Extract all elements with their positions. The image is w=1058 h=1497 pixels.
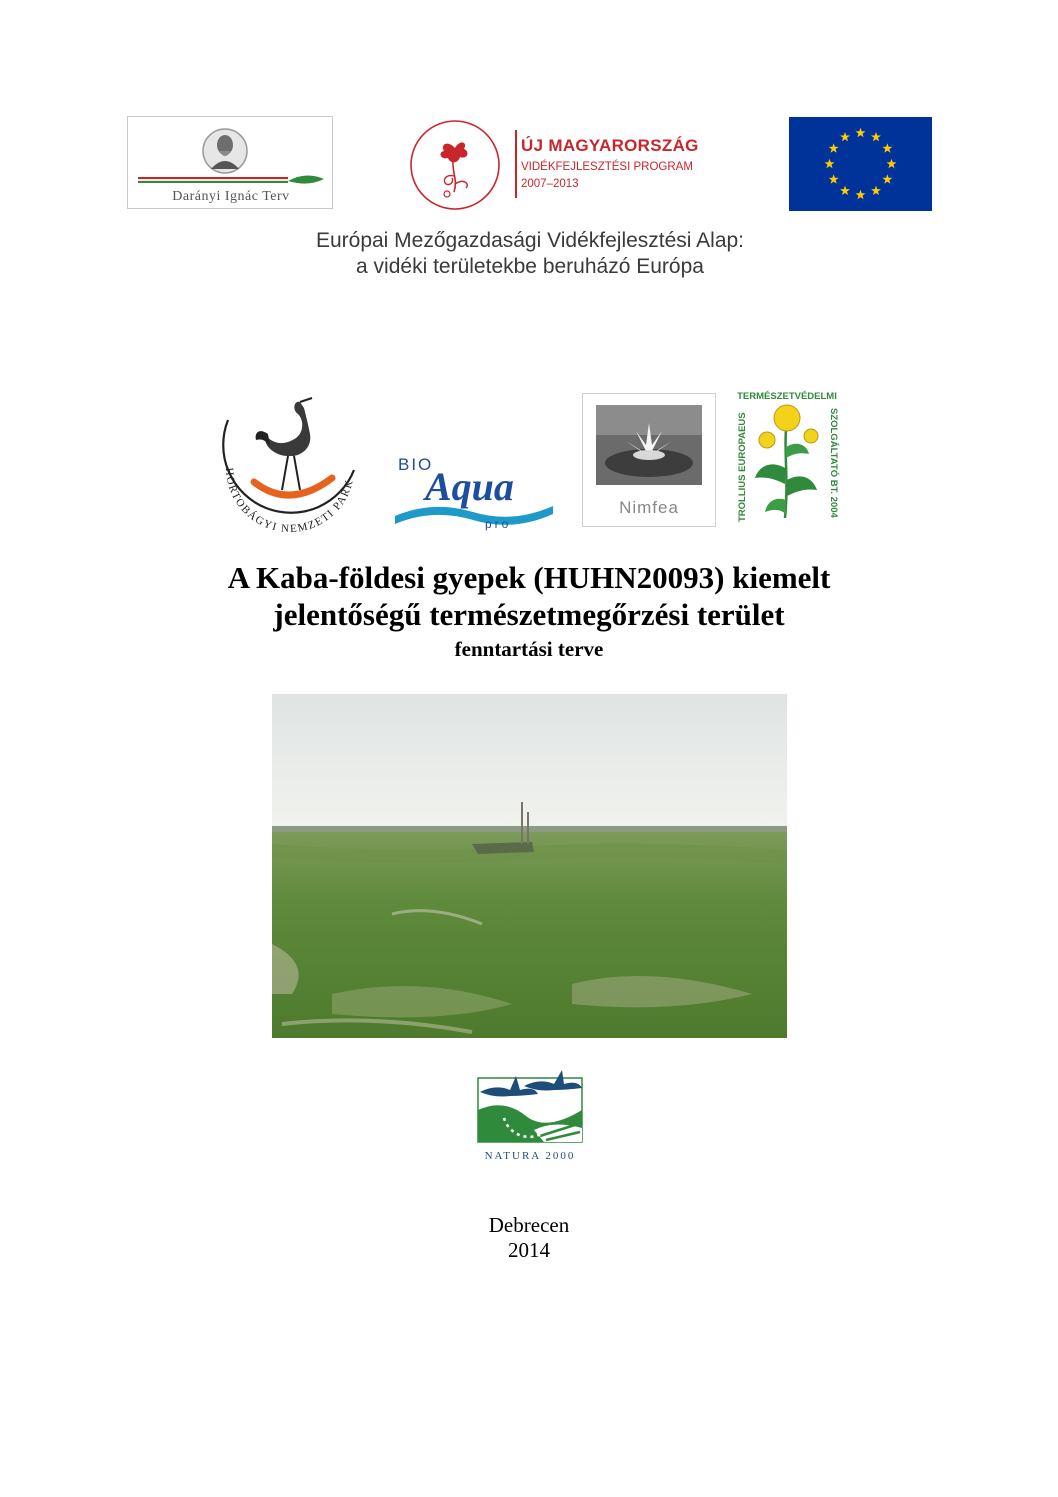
bioaqua-bio-text: BIO [398, 455, 434, 474]
trollius-right-text: SZOLGÁLTATÓ BT. 2004 [828, 408, 839, 518]
water-lily-image [596, 405, 702, 485]
logo-divider [515, 130, 517, 198]
daranyi-ignac-terv-logo [127, 116, 333, 209]
trollius-top-text: TERMÉSZETVÉDELMI [737, 391, 837, 402]
daranyi-logo-text: Darányi Ignác Terv [172, 189, 290, 204]
nimfea-logo-text: Nimfea [619, 498, 679, 517]
eu-flag-icon [789, 117, 932, 211]
natura-2000-logo [474, 1066, 586, 1164]
trollius-left-text: TROLLIUS EUROPAEUS [737, 412, 748, 522]
title-line-2: jelentőségű természetmegőrzési terület [273, 597, 785, 632]
publication-info [429, 1213, 629, 1263]
publication-year: 2014 [508, 1238, 550, 1262]
bioaqua-pro-logo [393, 448, 555, 532]
publication-place: Debrecen [488, 1213, 570, 1237]
bioaqua-pro-text: pro [485, 517, 512, 531]
flower-emblem-icon [408, 118, 502, 212]
hnp-logo-text: HORTOBÁGYI NEMZETI PARK [222, 467, 356, 535]
title-line-1: A Kaba-földesi gyepek (HUHN20093) kiemelt [227, 560, 831, 595]
uj-magyarorszag-logo [408, 118, 718, 210]
document-subtitle: fenntartási terve [454, 637, 604, 661]
funding-line-1: Európai Mezőgazdasági Vidékfejlesztési Alap: [315, 229, 745, 252]
document-title [130, 559, 928, 664]
uj-magyarorszag-title: ÚJ MAGYARORSZÁG [521, 136, 699, 155]
program-name: VIDÉKFEJLESZTÉSI PROGRAM [521, 161, 693, 173]
svg-text:HORTOBÁGYI NEMZETI PARK [223, 467, 356, 535]
nimfea-logo [582, 393, 716, 527]
natura-logo-text: NATURA 2000 [484, 1150, 576, 1162]
funding-statement [200, 228, 860, 281]
grassland-photo [272, 694, 787, 1038]
portrait-icon [202, 125, 248, 177]
hortobagy-national-park-logo [208, 390, 372, 535]
funding-line-2: a vidéki területekbe beruházó Európa [356, 255, 704, 278]
program-years: 2007–2013 [521, 178, 579, 190]
trollius-europaeus-logo [731, 388, 843, 528]
tricolor-stripe [138, 175, 326, 185]
bioaqua-aqua-text: Aqua [425, 464, 514, 509]
